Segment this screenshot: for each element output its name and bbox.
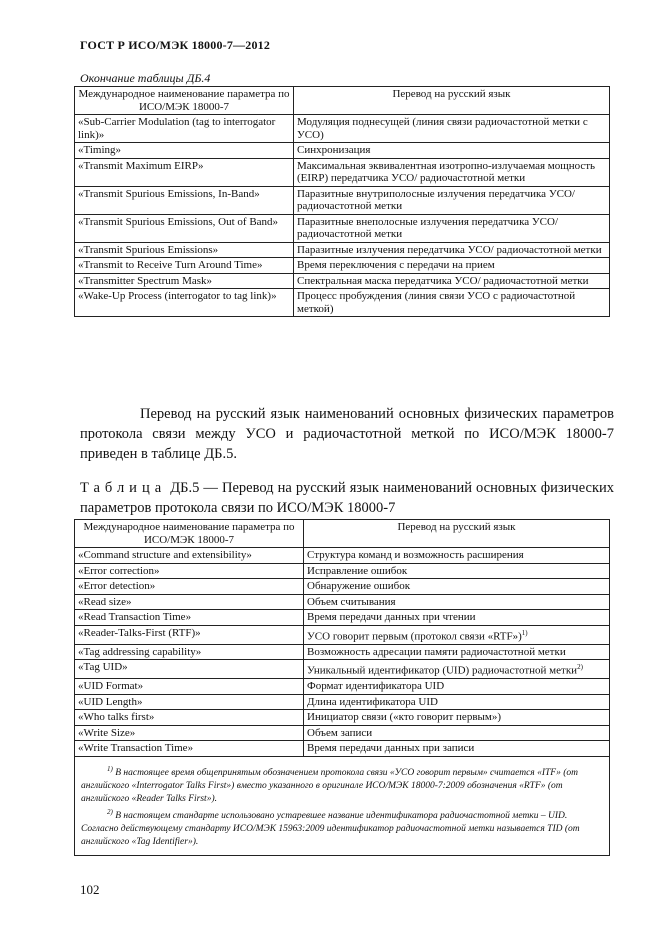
parameter-name-cell: «Tag addressing capability» — [75, 644, 304, 660]
parameter-name-cell: «UID Length» — [75, 694, 304, 710]
translation-cell — [294, 242, 610, 258]
footnote — [81, 763, 603, 806]
translation-text: Синхронизация — [297, 144, 371, 156]
translation-text: Объем записи — [307, 726, 373, 739]
parameter-name-cell: «Write Transaction Time» — [75, 741, 304, 757]
translation-text: Процесс пробуждения (линия связи УСО с радиочастотной меткой) — [297, 290, 576, 315]
table-row — [75, 273, 610, 289]
table-row — [75, 258, 610, 274]
translation-text: Время передачи данных при записи — [307, 742, 475, 755]
footnote-mark: 2) — [107, 807, 113, 816]
table-row — [75, 710, 610, 726]
translation-cell — [304, 625, 610, 644]
translation-cell — [304, 594, 610, 610]
translation-text: Время переключения с передачи на прием — [297, 259, 495, 271]
table-row — [75, 679, 610, 695]
translation-cell — [294, 115, 610, 143]
column-header: Перевод на русский язык — [304, 520, 610, 548]
translation-text: Время передачи данных при чтении — [307, 611, 476, 623]
footnotes — [75, 756, 610, 855]
translation-text: Модуляция поднесущей (линия связи радиочастотной метки с УСО) — [297, 116, 588, 141]
parameter-name-cell: «Error detection» — [75, 579, 304, 595]
parameter-name-cell: «Error correction» — [75, 563, 304, 579]
translation-cell — [304, 610, 610, 626]
translation-text: Паразитные излучения передатчика УСО/ радиочастотной метки — [297, 243, 602, 256]
table-row — [75, 143, 610, 159]
translation-cell — [294, 158, 610, 186]
translation-text: Формат идентификатора UID — [307, 680, 445, 693]
page-number: 102 — [80, 882, 100, 897]
parameter-name-cell: «Who talks first» — [75, 710, 304, 726]
translation-cell — [304, 710, 610, 726]
parameter-name-cell: «Transmit Spurious Emissions» — [75, 242, 294, 258]
parameter-name-cell: «Transmit Spurious Emissions, Out of Band» — [75, 214, 294, 242]
body-paragraph: Перевод на русский язык наименований основных физических параметров протокола связи между УСО и радиочастотной меткой по ИСО/МЭК 18000-7 приведен в таблице ДБ.5. — [80, 406, 614, 462]
parameter-name-cell: «Timing» — [75, 143, 294, 159]
parameter-name-cell: «Reader-Talks-First (RTF)» — [75, 625, 304, 644]
footnote — [81, 806, 603, 849]
table-db5 — [74, 519, 610, 856]
table-row — [75, 563, 610, 579]
translation-cell — [304, 563, 610, 579]
column-header: Международное наименование параметра по ИСО/МЭК 18000-7 — [75, 87, 294, 115]
translation-text: Объем считывания — [307, 595, 396, 608]
table-row — [75, 214, 610, 242]
table-row — [75, 186, 610, 214]
parameter-name-cell: «Command structure and extensibility» — [75, 548, 304, 564]
footnotes-row — [75, 756, 610, 855]
table-db4-end — [74, 86, 610, 317]
column-header: Перевод на русский язык — [294, 87, 610, 115]
translation-cell — [294, 186, 610, 214]
translation-text: Паразитные внеполосные излучения передатчика УСО/радиочастотной метки — [297, 215, 558, 240]
parameter-name-cell: «Transmit to Receive Turn Around Time» — [75, 258, 294, 274]
table-row — [75, 625, 610, 644]
parameter-name-cell: «Sub-Carrier Modulation (tag to interrogator link)» — [75, 115, 294, 143]
table-caption-text: ДБ.5 — Перевод на русский язык наименований основных физических параметров протокола связи по ИСО/МЭК 18000-7 — [80, 480, 615, 516]
translation-text: Обнаружение ошибок — [307, 580, 411, 592]
parameter-name-cell: «Transmit Spurious Emissions, In-Band» — [75, 186, 294, 214]
table-row — [75, 694, 610, 710]
table-row — [75, 644, 610, 660]
parameter-name-cell: «Read Transaction Time» — [75, 610, 304, 626]
table-header-row — [75, 87, 610, 115]
translation-text: Максимальная эквивалентная изотропно-излучаемая мощность (EIRP) передатчика УСО/ радиочастотной метки — [297, 159, 596, 184]
translation-text: Длина идентификатора UID — [307, 695, 438, 708]
document-header: ГОСТ Р ИСО/МЭК 18000-7—2012 — [80, 38, 271, 52]
parameter-name-cell: «Write Size» — [75, 725, 304, 741]
translation-text: Паразитные внутриполосные излучения передатчика УСО/ радиочастотной метки — [297, 187, 575, 212]
table-row — [75, 115, 610, 143]
translation-text: УСО говорит первым (протокол связи «RTF») — [307, 630, 522, 643]
translation-text: Уникальный идентификатор (UID) радиочастотной метки — [307, 664, 578, 677]
footnote-mark: 1) — [107, 764, 113, 773]
translation-cell — [304, 660, 610, 679]
footnote-ref: 2) — [577, 663, 583, 672]
parameter-name-cell: «Transmitter Spectrum Mask» — [75, 273, 294, 289]
parameter-name-cell: «Tag UID» — [75, 660, 304, 679]
translation-cell — [294, 289, 610, 317]
translation-cell — [304, 694, 610, 710]
translation-text: Спектральная маска передатчика УСО/ радиочастотной метки — [297, 274, 589, 287]
table-row — [75, 594, 610, 610]
table-row — [75, 579, 610, 595]
table-header-row — [75, 520, 610, 548]
translation-cell — [304, 725, 610, 741]
table-row — [75, 548, 610, 564]
parameter-name-cell: «UID Format» — [75, 679, 304, 695]
translation-cell — [304, 579, 610, 595]
table-row — [75, 660, 610, 679]
translation-cell — [294, 258, 610, 274]
translation-text: Исправление ошибок — [307, 564, 408, 577]
translation-cell — [304, 644, 610, 660]
translation-cell — [294, 143, 610, 159]
table-row — [75, 741, 610, 757]
table-row — [75, 242, 610, 258]
table-row — [75, 725, 610, 741]
table-caption — [80, 478, 614, 518]
translation-cell — [294, 214, 610, 242]
footnote-text: В настоящее время общепринятым обозначением протокола связи «УСО говорит первым» считается «ITF» (от английского «Interrogator Talks First») вместо указанного в оригинале ИСО/МЭК 18000-7:2009 обозначения «RTF» (от английского «Reader Talks First»). — [81, 767, 578, 804]
translation-text: Инициатор связи («кто говорит первым») — [307, 711, 502, 724]
translation-text: Возможность адресации памяти радиочастотной метки — [307, 645, 566, 658]
footnote-ref: 1) — [521, 628, 528, 637]
translation-cell — [294, 273, 610, 289]
translation-cell — [304, 548, 610, 564]
table-row — [75, 158, 610, 186]
table-continuation-label: Окончание таблицы ДБ.4 — [80, 71, 211, 85]
table-row — [75, 289, 610, 317]
column-header: Международное наименование параметра по ИСО/МЭК 18000-7 — [75, 520, 304, 548]
parameter-name-cell: «Wake-Up Process (interrogator to tag link)» — [75, 289, 294, 317]
translation-text: Структура команд и возможность расширения — [307, 549, 524, 561]
table-row — [75, 610, 610, 626]
parameter-name-cell: «Read size» — [75, 594, 304, 610]
translation-cell — [304, 741, 610, 757]
footnote-text: В настоящем стандарте использовано устаревшее название идентификатора радиочастотной метки – UID. Согласно действующему стандарту ИСО/МЭК 15963:2009 идентификатор радиочастотной метки называется TID (от английского «Tag Identifier»). — [81, 811, 580, 848]
table-caption-word: Таблица — [80, 480, 167, 496]
parameter-name-cell: «Transmit Maximum EIRP» — [75, 158, 294, 186]
translation-cell — [304, 679, 610, 695]
